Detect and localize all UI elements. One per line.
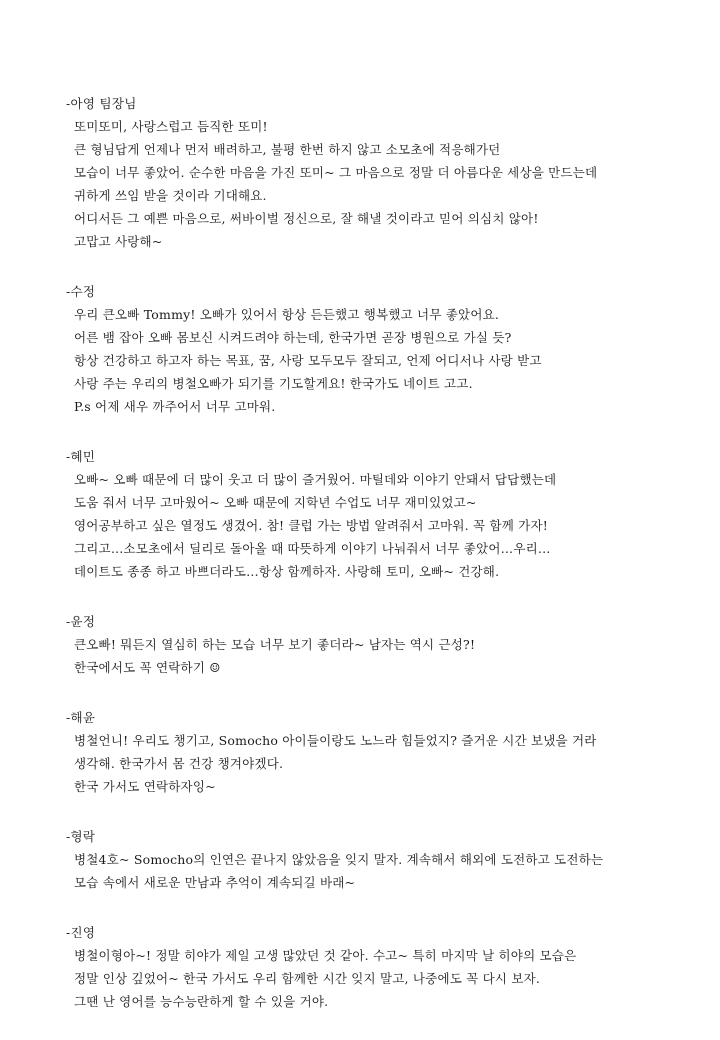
message-line: 병철언니! 우리도 챙기고, Somocho 아이들이랑도 노느라 힘들었지? 즐거운 시간 보냈을 거라	[74, 733, 597, 748]
message-author: -혜민	[66, 449, 96, 464]
message-author: -진영	[66, 925, 96, 940]
message-list	[66, 92, 686, 1040]
message-line: 귀하게 쓰임 받을 것이라 기대해요.	[74, 188, 267, 203]
message-section	[66, 825, 686, 894]
message-author: -윤정	[66, 614, 96, 629]
message-line: 병철4호~ Somocho의 인연은 끝나지 않았음을 잊지 말자. 계속해서 해외에 도전하고 도전하는	[74, 852, 604, 867]
message-line: 모습 속에서 새로운 만남과 추억이 계속되길 바래~	[74, 875, 356, 890]
message-line: 영어공부하고 싶은 열정도 생겼어. 참! 클럽 가는 방법 알려줘서 고마워. 꼭 함께 가자!	[74, 518, 548, 533]
message-line: 항상 건강하고 하고자 하는 목표, 꿈, 사랑 모두모두 잘되고, 언제 어디서나 사랑 받고	[74, 353, 542, 368]
message-section	[66, 921, 686, 1013]
message-line: 그땐 난 영어를 능수능란하게 할 수 있을 거야.	[74, 994, 329, 1009]
message-line: 또미또미, 사랑스럽고 듬직한 또미!	[74, 119, 268, 134]
message-line: 그리고…소모초에서 딜리로 돌아올 때 따뜻하게 이야기 나눠줘서 너무 좋았어…우리…	[74, 541, 551, 556]
message-author: -수정	[66, 284, 96, 299]
message-line: 큰오빠! 뭐든지 열심히 하는 모습 너무 보기 좋더라~ 남자는 역시 근성?!	[74, 637, 476, 652]
message-section	[66, 706, 686, 798]
message-line: 병철이형아~! 정말 히야가 제일 고생 많았던 것 같아. 수고~ 특히 마지막 날 히야의 모습은	[74, 948, 577, 963]
message-line: P.s 어제 새우 까주어서 너무 고마워.	[74, 399, 276, 414]
message-line: 정말 인상 깊었어~ 한국 가서도 우리 함께한 시간 잊지 말고, 나중에도 꼭 다시 보자.	[74, 971, 541, 986]
message-author: -해윤	[66, 710, 96, 725]
message-line: 어른 뱀 잡아 오빠 몸보신 시켜드려야 하는데, 한국가면 곧장 병원으로 가실 듯?	[74, 330, 512, 345]
message-line: 오빠~ 오빠 때문에 더 많이 웃고 더 많이 즐거웠어. 마틸데와 이야기 안돼서 답답했는데	[74, 472, 557, 487]
message-line: 큰 형님답게 언제나 먼저 배려하고, 불평 한번 하지 않고 소모초에 적응해가던	[74, 142, 501, 157]
message-line: 도움 줘서 너무 고마웠어~ 오빠 때문에 지학년 수업도 너무 재미있었고~	[74, 495, 477, 510]
message-line: 우리 큰오빠 Tommy! 오빠가 있어서 항상 든든했고 행복했고 너무 좋았어요.	[74, 307, 500, 322]
message-line: 한국 가서도 연락하자잉~	[74, 779, 216, 794]
message-author: -아영 팀장님	[66, 96, 137, 111]
message-section	[66, 610, 686, 679]
message-line: 모습이 너무 좋았어. 순수한 마음을 가진 또미~ 그 마음으로 정말 더 아름다운 세상을 만드는데	[74, 165, 598, 180]
message-line: 사랑 주는 우리의 병철오빠가 되기를 기도할게요! 한국가도 네이트 고고.	[74, 376, 473, 391]
message-line: 어디서든 그 예쁜 마음으로, 써바이벌 정신으로, 잘 해낼 것이라고 믿어 의심치 않아!	[74, 211, 539, 226]
message-line: 한국에서도 꼭 연락하기 ☺	[74, 660, 221, 675]
message-section	[66, 92, 686, 253]
message-section	[66, 280, 686, 418]
message-line: 데이트도 종종 하고 바쁘더라도…항상 함께하자. 사랑해 토미, 오빠~ 건강해.	[74, 564, 500, 579]
message-section	[66, 445, 686, 583]
message-line: 생각해. 한국가서 몸 건강 챙겨야겠다.	[74, 756, 284, 771]
message-line: 고맙고 사랑해~	[74, 234, 163, 249]
message-author: -형락	[66, 829, 96, 844]
